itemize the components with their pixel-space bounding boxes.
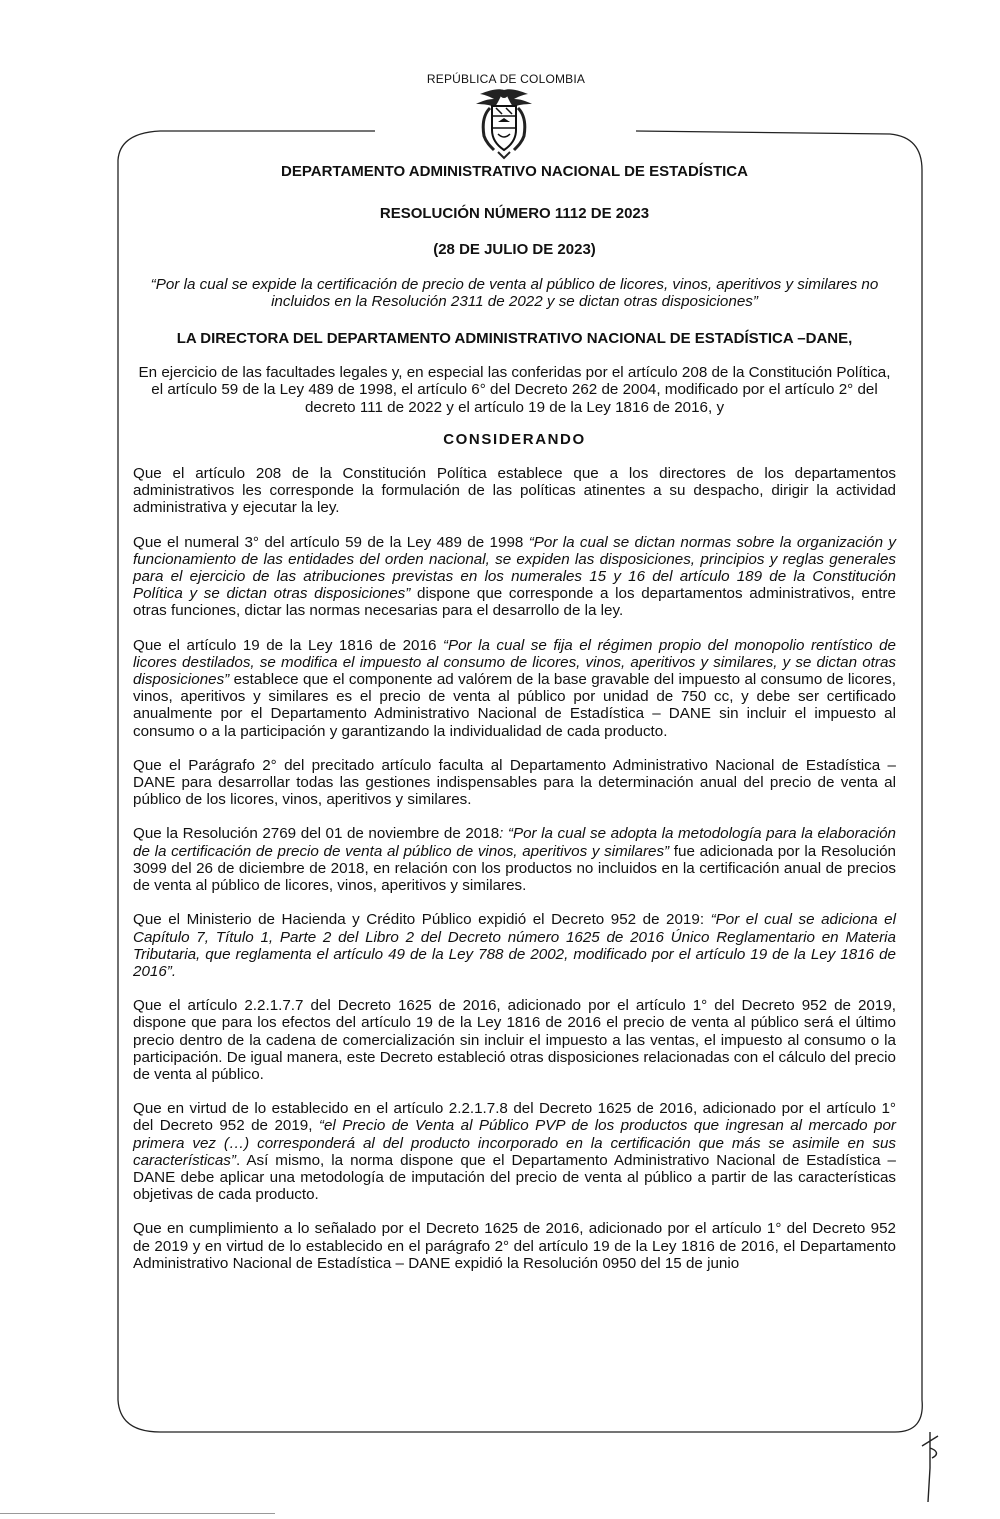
paragraph-text: Que el artículo 208 de la Constitución Política establece que a los directores de los departamentos administrativos les corresponde la formulación de las políticas atinentes a su despacho, dirigir la actividad administrativa y ejecutar la ley. xyxy=(133,465,896,517)
quoted-text: : “Por la cual se adopta la metodología para la elaboración de la certificación de precio de venta al público de vinos, aperitivos y similares” xyxy=(133,825,896,860)
faculties-paragraph: En ejercicio de las facultades legales y, en especial las conferidas por el artículo 208 de la Constitución Política, el artículo 59 de la Ley 489 de 1998, el artículo 6° del Decreto 262 de 2004, modificado por el artículo 2° del decreto 111 de 2022 y el artículo 19 de la Ley 1816 de 2016, y xyxy=(138,364,891,416)
whereas-paragraph xyxy=(133,911,896,980)
paragraph-text: Que el numeral 3° del artículo 59 de la Ley 489 de 1998 xyxy=(133,533,529,551)
bottom-rule xyxy=(0,1513,275,1514)
paragraph-text: Que el artículo 19 de la Ley 1816 de 2016 xyxy=(133,636,443,654)
resolution-date: (28 DE JULIO DE 2023) xyxy=(433,241,596,259)
document-body xyxy=(133,163,896,1272)
considering-heading: CONSIDERANDO xyxy=(443,430,586,448)
paragraph-text: fue adicionada por la Resolución 3099 del 26 de diciembre de 2018, en relación con los productos no incluidos en la certificación anual de precios de venta al público de licores, vinos, aperitivos y similares. xyxy=(133,842,896,895)
coat-of-arms-icon xyxy=(468,86,540,162)
whereas-paragraph xyxy=(133,757,896,809)
whereas-paragraph xyxy=(133,1100,896,1203)
paragraph-text: Que el Ministerio de Hacienda y Crédito Público expidió el Decreto 952 de 2019: xyxy=(133,911,711,929)
signatory-heading: LA DIRECTORA DEL DEPARTAMENTO ADMINISTRATIVO NACIONAL DE ESTADÍSTICA –DANE, xyxy=(176,330,853,348)
resolution-number: RESOLUCIÓN NÚMERO 1112 DE 2023 xyxy=(379,205,650,223)
paragraph-text: dispone que corresponde a los departamentos administrativos, entre otras funciones, dictar las normas necesarias para el desarrollo de la ley. xyxy=(133,585,897,620)
whereas-paragraph xyxy=(133,825,896,894)
quoted-text: “Por la cual se fija el régimen propio del monopolio rentístico de licores destilados, se modifica el impuesto al consumo de licores, vinos, aperitivos y similares, y se dictan otras disposiciones” xyxy=(133,636,897,689)
whereas-paragraph xyxy=(133,534,896,620)
paragraph-text: Que el Parágrafo 2° del precitado artículo faculta al Departamento Administrativo Nacional de Estadística – DANE para desarrollar todas las gestiones indispensables para la determinación anual del precio de venta al público de los licores, vinos, aperitivos y similares. xyxy=(133,756,896,809)
paragraph-text: Que en virtud de lo establecido en el artículo 2.2.1.7.8 del Decreto 1625 de 2016, adicionado por el artículo 1° del Decreto 952 de 2019, xyxy=(133,1100,896,1135)
whereas-paragraph xyxy=(133,997,896,1083)
paragraph-text: . Así mismo, la norma dispone que el Departamento Administrativo Nacional de Estadística – DANE debe aplicar una metodología de imputación del precio de venta al público a partir de las características objetivas de cada producto. xyxy=(133,1151,896,1204)
whereas-paragraph xyxy=(133,1220,896,1272)
resolution-subject: “Por la cual se expide la certificación de precio de venta al público de licores, vinos, aperitivos y similares no incluidos en la Resolución 2311 de 2022 y se dictan otras disposiciones” xyxy=(150,275,879,310)
quoted-text: “Por el cual se adiciona el Capítulo 7, Título 1, Parte 2 del Libro 2 del Decreto número 1625 de 2016 Único Reglamentario en Materia Tributaria, que reglamenta el artículo 49 de la Ley 788 de 2002, modificado por el artículo 19 de la Ley 1816 de 2016”. xyxy=(133,911,896,980)
paragraph-text: Que en cumplimiento a lo señalado por el Decreto 1625 de 2016, adicionado por el artículo 1° del Decreto 952 de 2019 y en virtud de lo establecido en el parágrafo 2° del artículo 19 de la Ley 1816 de 2016, el Departamento Administrativo Nacional de Estadística – DANE expidió la Resolución 0950 del 15 de junio xyxy=(133,1220,896,1272)
entity-title: DEPARTAMENTO ADMINISTRATIVO NACIONAL DE ESTADÍSTICA xyxy=(281,163,748,180)
quoted-text: “Por la cual se dictan normas sobre la organización y funcionamiento de las entidades del orden nacional, se expiden las disposiciones, principios y reglas generales para el ejercicio de las atribuciones previstas en los numerales 15 y 16 del artículo 189 de la Constitución Política y se dictan otras disposiciones” xyxy=(133,533,896,603)
quoted-text: “el Precio de Venta al Público PVP de los productos que ingresan al mercado por primera vez (…) corresponderá al del producto incorporado en la certificación que más se asimile en sus características” xyxy=(133,1117,896,1169)
paragraph-text: Que la Resolución 2769 del 01 de noviembre de 2018 xyxy=(133,825,500,843)
whereas-paragraph xyxy=(133,465,896,517)
whereas-paragraph xyxy=(133,637,896,740)
country-header: REPÚBLICA DE COLOMBIA xyxy=(426,72,586,86)
paragraph-text: Que el artículo 2.2.1.7.7 del Decreto 1625 de 2016, adicionado por el artículo 1° del Decreto 952 de 2019, dispone que para los efectos del artículo 19 de la Ley 1816 de 2016 el precio de venta al público será el último precio dentro de la cadena de comercialización sin incluir el impuesto a las ventas, el impuesto al consumo o la participación. De igual manera, este Decreto estableció otras disposiciones relacionadas con el cálculo del precio de venta al público. xyxy=(133,997,896,1083)
paragraph-text: establece que el componente ad valórem de la base gravable del impuesto al consumo de licores, vinos, aperitivos y similares es el precio de venta al público por unidad de 750 cc, y debe ser certificado anualmente por el Departamento Administrativo Nacional de Estadística – DANE sin incluir el impuesto al consumo o a la participación y garantizando la individualidad de cada producto. xyxy=(133,671,896,740)
handwritten-initial-mark xyxy=(916,1428,946,1508)
